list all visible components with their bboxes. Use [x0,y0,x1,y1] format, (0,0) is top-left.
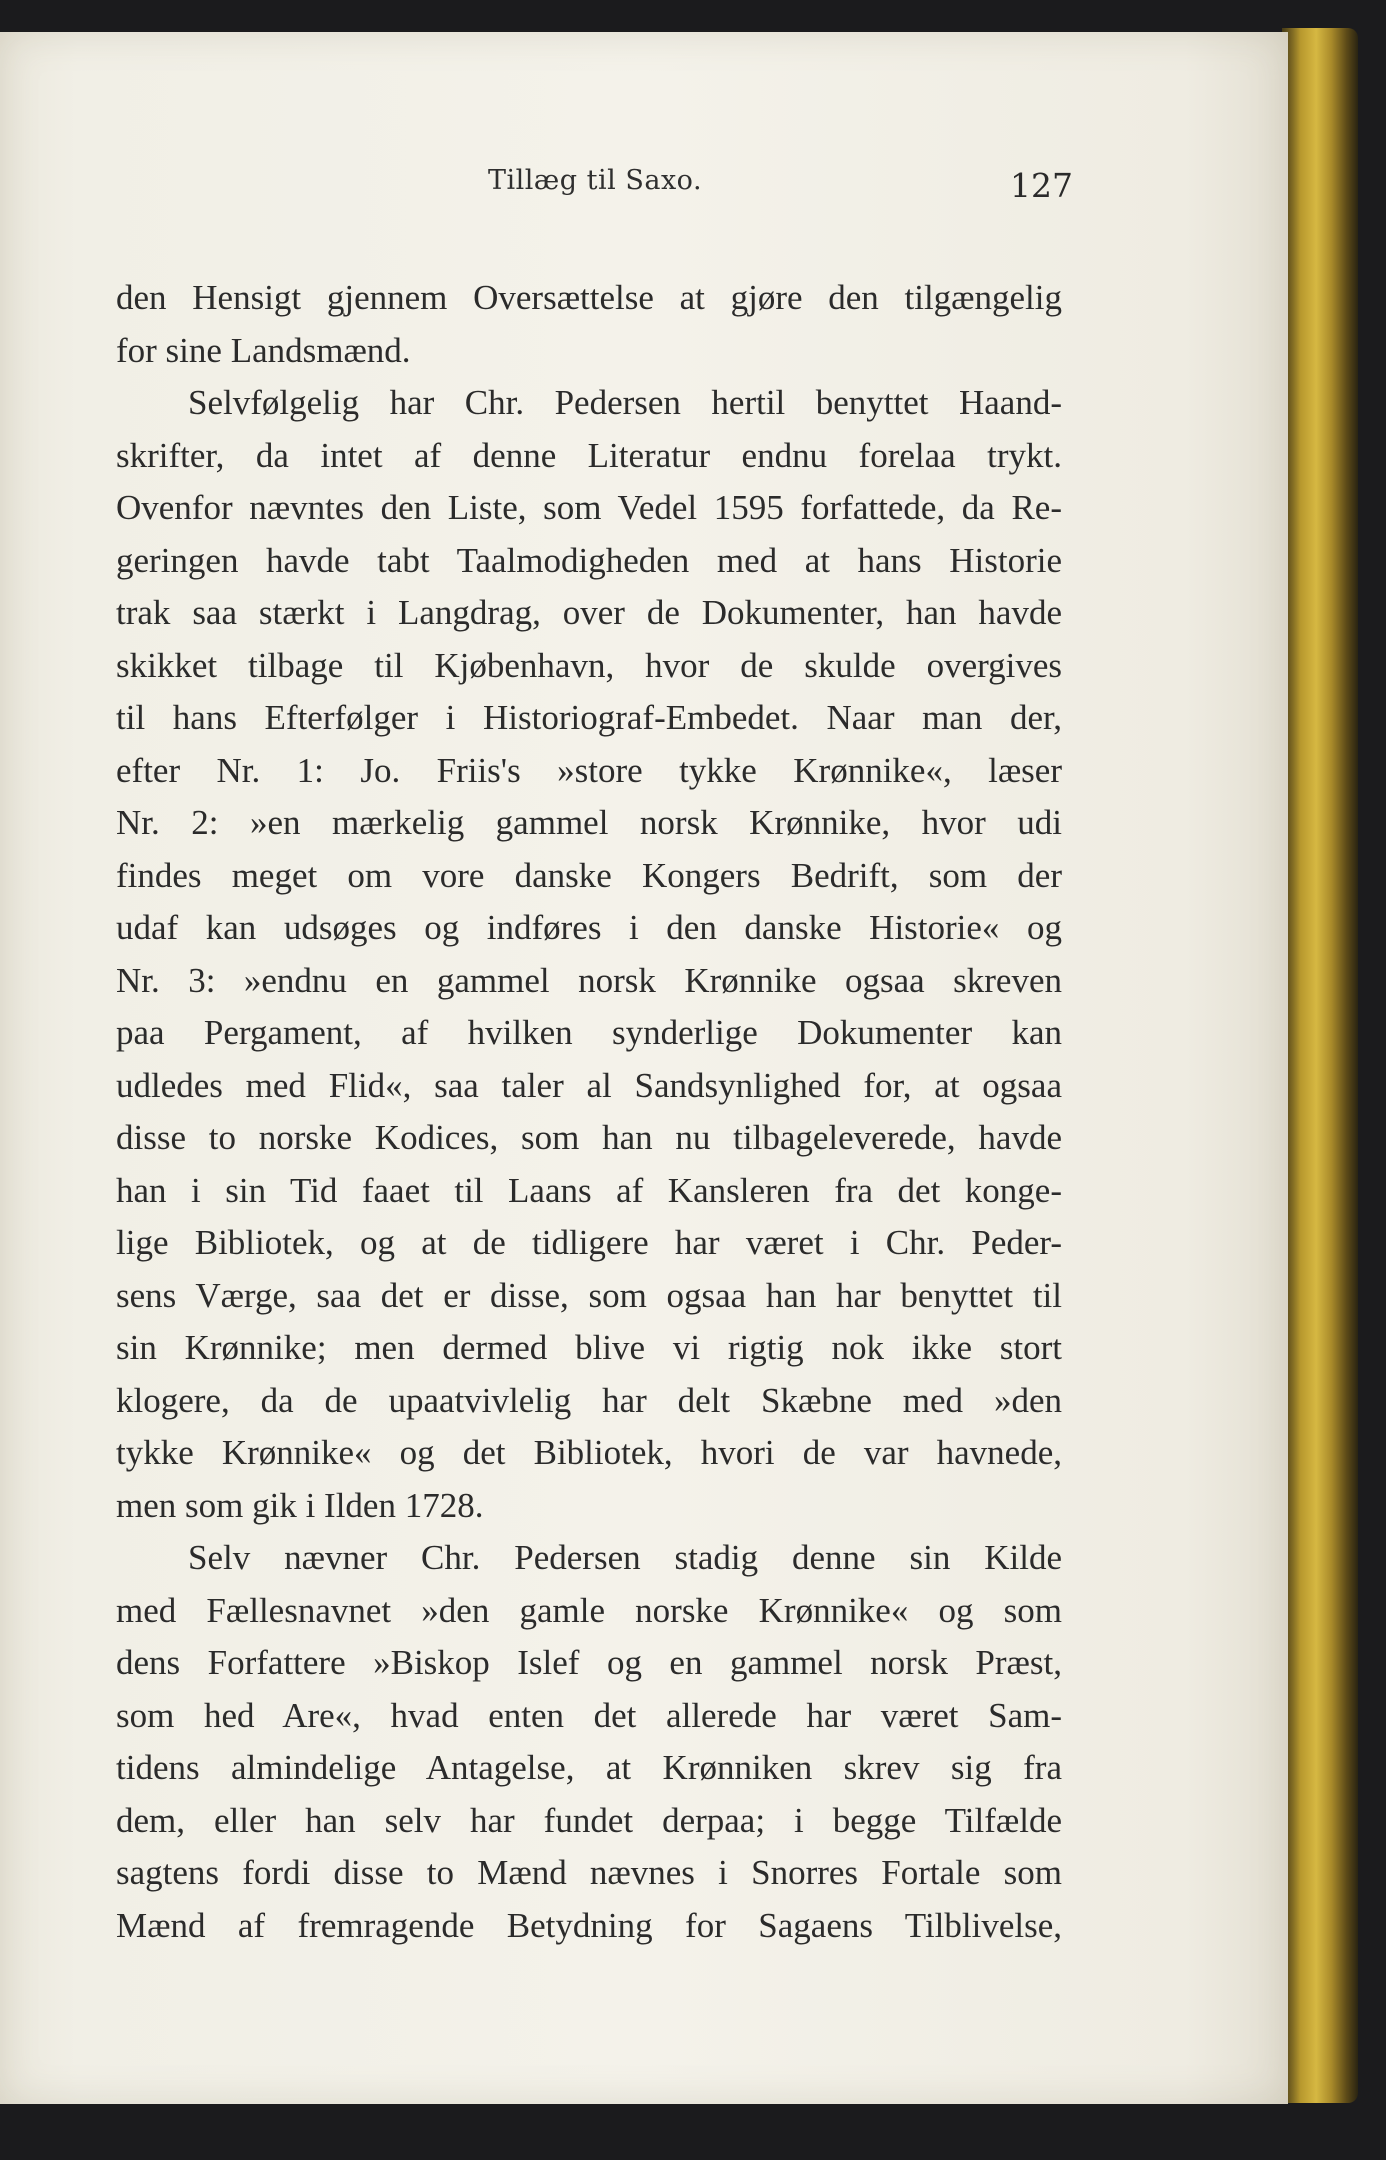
text-line: udledes med Flid«, saa taler al Sandsynlighed for, at ogsaa [116,1065,1062,1105]
text-line: Selvfølgelig har Chr. Pedersen hertil benyttet Haand- [188,383,1062,422]
text-line: skrifter, da intet af denne Literatur endnu forelaa trykt. [116,435,1062,475]
text-line: med Fællesnavnet »den gamle norske Krønnike« og som [116,1590,1062,1630]
text-line: udaf kan udsøges og indføres i den danske Historie« og [116,908,1062,947]
text-line: han i sin Tid faaet til Laans af Kansleren fra det konge- [116,1170,1062,1210]
page [0,32,1288,2104]
page-number: 127 [1010,166,1073,205]
text-line: trak saa stærkt i Langdrag, over de Dokumenter, han havde [116,593,1062,632]
text-line: Mænd af fremragende Betydning for Sagaens Tilblivelse, [116,1905,1062,1945]
text-line: findes meget om vore danske Kongers Bedrift, som der [116,855,1062,895]
text-line: sin Krønnike; men dermed blive vi rigtig nok ikke stort [116,1328,1062,1367]
text-line: efter Nr. 1: Jo. Friis's »store tykke Krønnike«, læser [116,750,1062,790]
text-line: tykke Krønnike« og det Bibliotek, hvori de var havnede, [116,1433,1062,1472]
text-line: som hed Are«, hvad enten det allerede har været Sam- [116,1695,1062,1735]
text-line: Nr. 3: »endnu en gammel norsk Krønnike ogsaa skreven [116,960,1062,1000]
text-line: Ovenfor nævntes den Liste, som Vedel 1595 forfattede, da Re- [116,488,1062,527]
text-line: dem, eller han selv har fundet derpaa; i begge Tilfælde [116,1800,1062,1840]
text-line: til hans Efterfølger i Historiograf-Embedet. Naar man der, [116,698,1062,737]
running-head: Tillæg til Saxo. [488,165,703,196]
text-line: paa Pergament, af hvilken synderlige Dokumenter kan [116,1013,1062,1052]
text-line: for sine Landsmænd. [116,330,411,370]
text-line: Selv nævner Chr. Pedersen stadig denne sin Kilde [188,1538,1062,1577]
text-line: klogere, da de upaatvivlelig har delt Skæbne med »den [116,1380,1062,1420]
text-line: sens Værge, saa det er disse, som ogsaa han har benyttet til [116,1275,1062,1315]
text-line: disse to norske Kodices, som han nu tilbageleverede, havde [116,1118,1062,1157]
text-line: lige Bibliotek, og at de tidligere har været i Chr. Peder- [116,1223,1062,1262]
text-line: sagtens fordi disse to Mænd nævnes i Snorres Fortale som [116,1853,1062,1892]
text-line: skikket tilbage til Kjøbenhavn, hvor de skulde overgives [116,645,1062,685]
text-line: dens Forfattere »Biskop Islef og en gammel norsk Præst, [116,1643,1062,1682]
text-line: den Hensigt gjennem Oversættelse at gjøre den tilgængelig [116,278,1062,317]
text-line: tidens almindelige Antagelse, at Krønniken skrev sig fra [116,1748,1062,1787]
text-line: Nr. 2: »en mærkelig gammel norsk Krønnike, hvor udi [116,803,1062,842]
text-line: geringen havde tabt Taalmodigheden med at hans Historie [116,540,1062,580]
text-line: men som gik i Ilden 1728. [116,1485,484,1525]
